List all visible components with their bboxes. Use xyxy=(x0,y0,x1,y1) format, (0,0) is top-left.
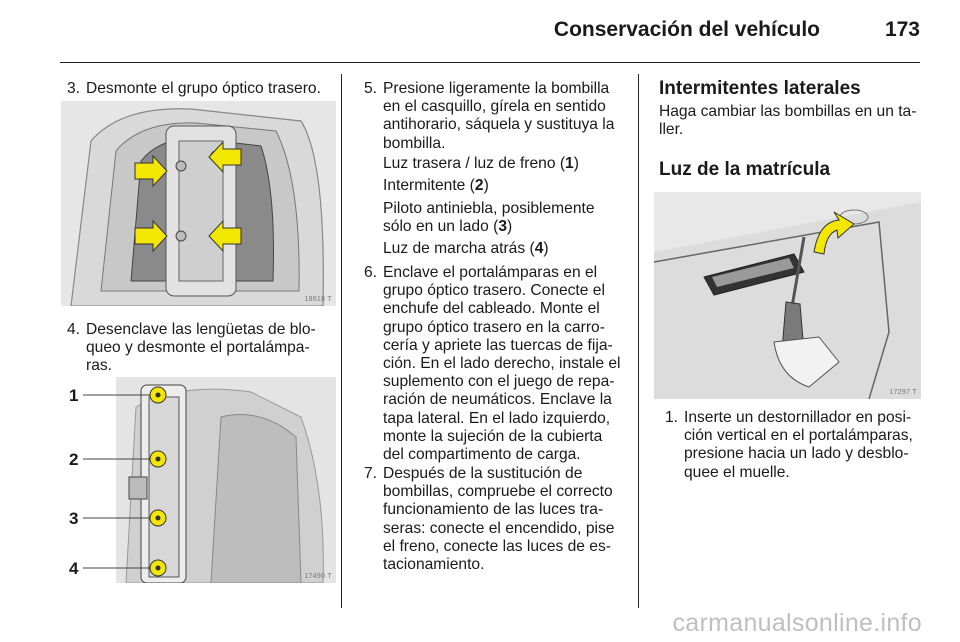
callout-label: 3 xyxy=(69,509,79,528)
step-text: Desmonte el grupo óptico trasero. xyxy=(86,80,321,97)
step-number: 5. xyxy=(364,80,378,97)
step-5 xyxy=(364,80,632,153)
figure-code: 17490 T xyxy=(304,573,332,580)
watermark: carmanualsonline.info xyxy=(672,609,922,637)
step-text: queo y desmonte el portalámpa- xyxy=(86,339,310,357)
step-text: bombilla. xyxy=(383,134,446,152)
heading-side-indicators: Intermitentes laterales xyxy=(659,78,861,99)
column-divider xyxy=(341,74,342,608)
bulb-holder-figure xyxy=(61,377,336,583)
bulb-3: Piloto antiniebla, posiblemente sólo en un lado (3) xyxy=(383,200,595,236)
step-3 xyxy=(67,80,337,98)
step-text: ras. xyxy=(86,357,112,375)
page-number: 173 xyxy=(884,18,920,41)
licence-plate-illustration xyxy=(654,192,921,399)
section-title: Conservación del vehículo xyxy=(553,18,820,41)
step-number: 3. xyxy=(67,80,81,97)
step-text: antihorario, sáquela y sustituya la xyxy=(383,116,615,134)
callout-label: 2 xyxy=(69,450,79,469)
tail-light-figure xyxy=(61,101,336,306)
bulb-2: Intermitente (2) xyxy=(383,177,489,194)
step-number: 6. xyxy=(364,264,378,281)
step-number: 4. xyxy=(67,321,81,338)
callout-label: 4 xyxy=(69,559,79,578)
step-4 xyxy=(67,321,339,376)
step-number: 1. xyxy=(665,409,679,426)
step-text: Presione ligeramente la bombilla xyxy=(383,80,610,97)
callout-label: 1 xyxy=(69,386,79,405)
step-number: 7. xyxy=(364,465,378,482)
figure-code: 17297 T xyxy=(889,389,917,396)
step-text: en el casquillo, gírela en sentido xyxy=(383,98,606,116)
figure-code: 18618 T xyxy=(304,296,332,303)
step-7: 7. Después de la sustitución de bombillas, compruebe el correcto funcionamiento de las luces tra- seras: conecte el encendido, pise el freno, conecte las luces de es- tacionamiento. xyxy=(364,465,615,574)
bulb-1: Luz trasera / luz de freno (1) xyxy=(383,155,579,172)
tail-light-illustration xyxy=(61,101,336,306)
licence-plate-figure xyxy=(654,192,921,399)
side-indicators-text: Haga cambiar las bombillas en un ta- ller. xyxy=(659,103,917,139)
heading-licence-plate-light: Luz de la matrícula xyxy=(659,159,831,180)
bulb-holder-illustration xyxy=(61,377,336,583)
column-divider xyxy=(638,74,639,608)
step-1: 1. Inserte un destornillador en posi- ción vertical en el portalámparas, presione hacia un lado y desblo- quee el muelle. xyxy=(665,409,913,481)
step-6: 6. Enclave el portalámparas en el grupo óptico trasero. Conecte el enchufe del cableado. Monte el grupo óptico trasero en la carro- cería y apriete las tuercas de fija- ción. En el lado derecho, instale el suplemento con el juego de repa- ración de neumáticos. Enclave la tapa lateral. En el lado izquierdo, monte la sujeción de la cubierta del compartimento de carga. xyxy=(364,264,621,464)
step-text: Desenclave las lengüetas de blo- xyxy=(86,321,316,338)
bulb-4: Luz de marcha atrás (4) xyxy=(383,240,549,257)
page-header xyxy=(60,0,920,63)
